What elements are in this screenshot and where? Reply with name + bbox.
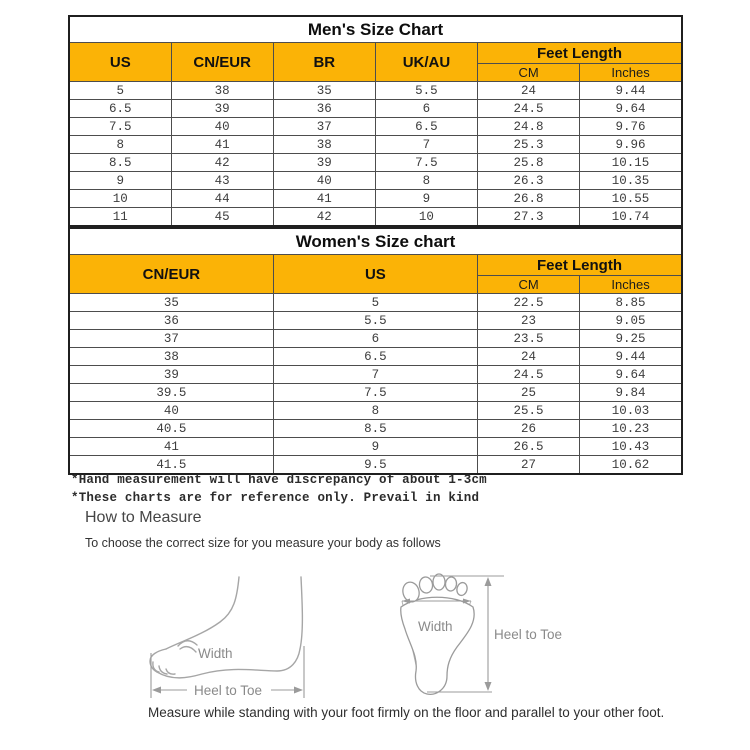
table-cell: 10	[69, 190, 171, 208]
table-cell: 22.5	[478, 294, 580, 312]
foot-side-outline	[150, 577, 302, 678]
header-cell-us: US	[69, 43, 171, 82]
heel-to-toe-label: Heel to Toe	[193, 683, 263, 698]
table-cell: 44	[171, 190, 273, 208]
table-cell: 6.5	[69, 100, 171, 118]
arrowhead-right	[294, 687, 303, 694]
table-cell: 9.84	[580, 384, 682, 402]
header-cell-cneur: CN/EUR	[171, 43, 273, 82]
table-cell: 7.5	[69, 118, 171, 136]
table-cell: 26.5	[478, 438, 580, 456]
table-cell: 9.25	[580, 330, 682, 348]
table-cell: 39.5	[69, 384, 273, 402]
table-cell: 40	[171, 118, 273, 136]
table-row	[69, 118, 682, 136]
womens-size-table	[68, 227, 683, 475]
table-row	[69, 136, 682, 154]
table-row	[69, 294, 682, 312]
table-row	[69, 312, 682, 330]
header-cell-br: BR	[273, 43, 375, 82]
table-cell: 25	[478, 384, 580, 402]
table-cell: 7.5	[375, 154, 477, 172]
table-cell: 27	[478, 456, 580, 475]
table-cell: 25.5	[478, 402, 580, 420]
table-cell: 9.44	[580, 348, 682, 366]
table-cell: 38	[69, 348, 273, 366]
table-cell: 10.23	[580, 420, 682, 438]
table-cell: 9	[375, 190, 477, 208]
table-cell: 25.8	[478, 154, 580, 172]
table-row	[69, 438, 682, 456]
table-row	[69, 154, 682, 172]
table-cell: 7.5	[273, 384, 477, 402]
table-cell: 43	[171, 172, 273, 190]
header-cell-inches: Inches	[580, 64, 682, 82]
table-cell: 8	[375, 172, 477, 190]
table-cell: 9	[69, 172, 171, 190]
table-cell: 27.3	[478, 208, 580, 227]
table-cell: 40.5	[69, 420, 273, 438]
table-cell: 38	[273, 136, 375, 154]
how-to-measure-heading: How to Measure	[85, 509, 202, 526]
table-cell: 38	[171, 82, 273, 100]
table-cell: 36	[273, 100, 375, 118]
table-cell: 5.5	[273, 312, 477, 330]
table-cell: 23.5	[478, 330, 580, 348]
table-cell: 41	[69, 438, 273, 456]
table-cell: 24	[478, 348, 580, 366]
header-cell-cm: CM	[478, 276, 580, 294]
table-cell: 10.15	[580, 154, 682, 172]
table-row	[69, 402, 682, 420]
table-cell: 5	[69, 82, 171, 100]
table-cell: 41	[273, 190, 375, 208]
arrowhead-top	[485, 577, 492, 586]
table-cell: 10.35	[580, 172, 682, 190]
table-row	[69, 208, 682, 227]
table-cell: 35	[69, 294, 273, 312]
arrowhead-bottom	[485, 682, 492, 691]
arrowhead-left	[152, 687, 161, 694]
header-cell-ukau: UK/AU	[375, 43, 477, 82]
note-line: *Hand measurement will have discrepancy of about 1-3cm	[71, 473, 487, 487]
table-cell: 10.43	[580, 438, 682, 456]
table-cell: 10.55	[580, 190, 682, 208]
table-cell: 23	[478, 312, 580, 330]
width-label: Width	[418, 619, 453, 634]
table-cell: 5.5	[375, 82, 477, 100]
how-to-measure-subtitle: To choose the correct size for you measure your body as follows	[85, 536, 441, 550]
table-cell: 6	[375, 100, 477, 118]
table-cell: 7	[273, 366, 477, 384]
header-cell-cm: CM	[478, 64, 580, 82]
table-cell: 8.5	[273, 420, 477, 438]
heel-to-toe-label: Heel to Toe	[494, 627, 563, 642]
mens-size-table	[68, 15, 683, 227]
table-cell: 24	[478, 82, 580, 100]
table-row	[69, 100, 682, 118]
table-cell: 8	[273, 402, 477, 420]
table-cell: 26.8	[478, 190, 580, 208]
table-cell: 37	[273, 118, 375, 136]
womens-table-title: Women's Size chart	[69, 228, 682, 255]
table-cell: 25.3	[478, 136, 580, 154]
table-cell: 37	[69, 330, 273, 348]
table-cell: 8.85	[580, 294, 682, 312]
table-cell: 42	[171, 154, 273, 172]
table-cell: 24.5	[478, 100, 580, 118]
table-row	[69, 82, 682, 100]
table-cell: 10	[375, 208, 477, 227]
table-cell: 6.5	[375, 118, 477, 136]
table-cell: 42	[273, 208, 375, 227]
note-line: *These charts are for reference only. Prevail in kind	[71, 491, 480, 505]
table-cell: 39	[171, 100, 273, 118]
table-cell: 10.62	[580, 456, 682, 475]
side-view-foot-diagram	[140, 562, 320, 702]
table-row	[69, 190, 682, 208]
header-cell-us: US	[273, 255, 477, 294]
table-cell: 9	[273, 438, 477, 456]
table-row	[69, 366, 682, 384]
mens-table-title: Men's Size Chart	[69, 16, 682, 43]
header-cell-feet-length: Feet Length	[478, 255, 683, 276]
table-row	[69, 330, 682, 348]
footprint-outline	[401, 574, 474, 694]
table-cell: 41	[171, 136, 273, 154]
table-cell: 24.5	[478, 366, 580, 384]
table-cell: 11	[69, 208, 171, 227]
table-cell: 9.5	[273, 456, 477, 475]
table-cell: 6.5	[273, 348, 477, 366]
table-row	[69, 384, 682, 402]
measurement-notes	[71, 471, 487, 507]
table-cell: 9.05	[580, 312, 682, 330]
table-cell: 45	[171, 208, 273, 227]
table-cell: 26.3	[478, 172, 580, 190]
table-cell: 40	[273, 172, 375, 190]
top-view-foot-diagram	[385, 555, 575, 705]
header-cell-inches: Inches	[580, 276, 682, 294]
table-cell: 10.03	[580, 402, 682, 420]
table-cell: 8.5	[69, 154, 171, 172]
table-cell: 9.44	[580, 82, 682, 100]
measure-caption: Measure while standing with your foot firmly on the floor and parallel to your other foot.	[148, 705, 665, 720]
header-cell-feet-length: Feet Length	[478, 43, 683, 64]
table-cell: 41.5	[69, 456, 273, 475]
table-cell: 5	[273, 294, 477, 312]
table-cell: 35	[273, 82, 375, 100]
table-cell: 39	[69, 366, 273, 384]
table-cell: 10.74	[580, 208, 682, 227]
table-cell: 26	[478, 420, 580, 438]
width-label: Width	[198, 646, 233, 661]
table-cell: 39	[273, 154, 375, 172]
table-cell: 36	[69, 312, 273, 330]
table-row	[69, 420, 682, 438]
table-cell: 6	[273, 330, 477, 348]
table-cell: 40	[69, 402, 273, 420]
table-cell: 24.8	[478, 118, 580, 136]
table-cell: 8	[69, 136, 171, 154]
table-cell: 9.64	[580, 100, 682, 118]
table-row	[69, 172, 682, 190]
header-cell-cneur: CN/EUR	[69, 255, 273, 294]
table-cell: 9.76	[580, 118, 682, 136]
table-cell: 9.96	[580, 136, 682, 154]
table-cell: 9.64	[580, 366, 682, 384]
table-row	[69, 348, 682, 366]
table-cell: 7	[375, 136, 477, 154]
